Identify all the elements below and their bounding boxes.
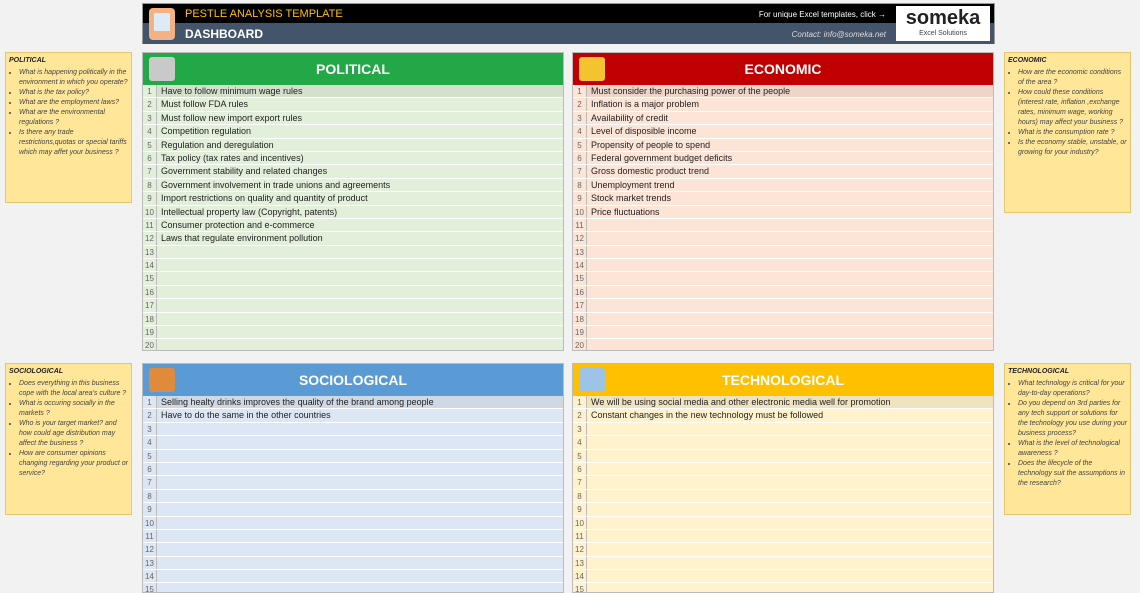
row-number: 12 xyxy=(143,543,157,555)
panel-title: ECONOMIC xyxy=(744,61,822,77)
table-row xyxy=(573,326,993,339)
row-number: 1 xyxy=(573,85,587,97)
table-row xyxy=(143,219,563,232)
row-input-cell[interactable]: Government stability and related changes xyxy=(161,166,328,177)
table-row xyxy=(573,436,993,449)
page-title: DASHBOARD xyxy=(185,27,263,41)
row-number: 9 xyxy=(143,192,157,204)
row-number: 15 xyxy=(573,272,587,284)
table-row xyxy=(143,423,563,436)
note-question: • What is occuring socially in the markets ? xyxy=(19,399,128,419)
table-row xyxy=(573,530,993,543)
table-row xyxy=(573,396,993,409)
row-number: 2 xyxy=(143,98,157,110)
note-question: • Does everything in this business cope with the local area's culture ? xyxy=(19,379,128,399)
row-input-cell[interactable] xyxy=(587,423,993,435)
note-title: ECONOMIC xyxy=(1008,57,1047,64)
monitor-icon xyxy=(579,368,605,392)
row-number: 1 xyxy=(573,396,587,408)
table-row xyxy=(143,165,563,178)
note-question: • How are the economic conditions of the area ? xyxy=(1018,68,1127,88)
row-input-cell[interactable]: Must follow new import export rules xyxy=(161,112,303,123)
row-input-cell[interactable] xyxy=(587,232,993,244)
row-number: 3 xyxy=(573,112,587,124)
table-row xyxy=(143,313,563,326)
table-row xyxy=(573,503,993,516)
panel-economic xyxy=(572,52,994,351)
row-input-cell[interactable] xyxy=(157,436,563,448)
contact-link[interactable]: Contact: info@someka.net xyxy=(791,30,886,39)
table-row xyxy=(143,232,563,245)
note-question: • What are the environmental regulations ? xyxy=(19,108,128,128)
row-input-cell[interactable] xyxy=(587,463,993,475)
table-row xyxy=(573,409,993,422)
row-number: 13 xyxy=(573,557,587,569)
row-number: 12 xyxy=(573,232,587,244)
table-row xyxy=(143,152,563,165)
row-input-cell[interactable] xyxy=(587,272,993,284)
row-number: 15 xyxy=(573,583,587,593)
table-row xyxy=(573,463,993,476)
row-input-cell[interactable] xyxy=(157,259,563,271)
row-number: 18 xyxy=(573,313,587,325)
note-question: • Is the economy stable, unstable, or growing for your industry? xyxy=(1018,138,1127,158)
row-number: 2 xyxy=(573,409,587,421)
row-input-cell[interactable]: Stock market trends xyxy=(591,193,672,204)
note-question: • What technology is critical for your day-to-day operations? xyxy=(1018,379,1127,399)
row-number: 11 xyxy=(573,219,587,231)
note-political xyxy=(5,52,132,203)
row-number: 5 xyxy=(573,139,587,151)
row-number: 18 xyxy=(143,313,157,325)
table-row xyxy=(143,98,563,111)
row-number: 3 xyxy=(143,112,157,124)
note-question: • What is the tax policy? xyxy=(19,88,128,98)
note-title: TECHNOLOGICAL xyxy=(1008,368,1070,375)
note-question: • Do you depend on 3rd parties for any tech support or solutions for the technology you use during your business process? xyxy=(1018,399,1127,439)
row-number: 5 xyxy=(143,450,157,462)
row-number: 13 xyxy=(573,246,587,258)
table-row xyxy=(573,476,993,489)
row-input-cell[interactable] xyxy=(157,423,563,435)
row-number: 10 xyxy=(573,517,587,529)
row-number: 6 xyxy=(573,152,587,164)
row-input-cell[interactable] xyxy=(157,272,563,284)
row-input-cell[interactable] xyxy=(587,490,993,502)
row-input-cell[interactable] xyxy=(157,450,563,462)
row-input-cell[interactable] xyxy=(587,530,993,542)
row-number: 20 xyxy=(573,339,587,351)
people-icon xyxy=(149,368,175,392)
row-input-cell[interactable] xyxy=(157,463,563,475)
table-row xyxy=(573,232,993,245)
row-number: 4 xyxy=(573,436,587,448)
panel-title: TECHNOLOGICAL xyxy=(721,372,845,388)
promo-link[interactable]: For unique Excel templates, click → xyxy=(758,10,886,19)
table-row xyxy=(143,179,563,192)
brand-name: someka xyxy=(905,7,981,29)
header-banner xyxy=(142,3,995,44)
row-number: 12 xyxy=(573,543,587,555)
row-number: 17 xyxy=(573,299,587,311)
app-title: PESTLE ANALYSIS TEMPLATE xyxy=(185,8,343,20)
table-row xyxy=(143,557,563,570)
row-input-cell[interactable]: Must follow FDA rules xyxy=(161,99,249,110)
row-input-cell[interactable] xyxy=(587,517,993,529)
table-row xyxy=(573,139,993,152)
table-row xyxy=(143,530,563,543)
table-row xyxy=(573,423,993,436)
brand-subtitle: Excel Solutions xyxy=(919,30,967,37)
row-input-cell[interactable]: Competition regulation xyxy=(161,126,252,137)
capitol-icon xyxy=(149,57,175,81)
row-number: 4 xyxy=(143,125,157,137)
table-row xyxy=(143,450,563,463)
panel-header xyxy=(573,364,993,396)
table-row xyxy=(573,125,993,138)
table-row xyxy=(573,313,993,326)
row-number: 10 xyxy=(573,206,587,218)
row-number: 11 xyxy=(573,530,587,542)
row-input-cell[interactable] xyxy=(587,570,993,582)
table-row xyxy=(573,112,993,125)
row-number: 4 xyxy=(143,436,157,448)
row-input-cell[interactable] xyxy=(587,557,993,569)
note-question: • How could these conditions (interest rate, inflation ,exchange rates, minimum wage, working hours) may affect your business ? xyxy=(1018,88,1127,128)
note-question: • How are consumer opinions changing regarding your product or service? xyxy=(19,449,128,479)
row-number: 19 xyxy=(573,326,587,338)
row-input-cell[interactable] xyxy=(157,246,563,258)
row-input-cell[interactable] xyxy=(157,490,563,502)
note-question: • What is happening politically in the environment in which you operate? xyxy=(19,68,128,88)
table-row xyxy=(573,165,993,178)
table-row xyxy=(573,85,993,98)
panel-political xyxy=(142,52,564,351)
note-title: POLITICAL xyxy=(9,57,46,64)
row-input-cell[interactable]: Selling healty drinks improves the quality of the brand among people xyxy=(157,396,563,408)
row-input-cell[interactable]: Unemployment trend xyxy=(591,179,675,190)
row-number: 16 xyxy=(143,286,157,298)
row-number: 1 xyxy=(143,85,157,97)
note-economic xyxy=(1004,52,1131,213)
row-input-cell[interactable]: Federal government budget deficits xyxy=(591,152,733,163)
panel-header xyxy=(143,364,563,396)
row-input-cell[interactable] xyxy=(157,326,563,338)
table-row xyxy=(143,490,563,503)
row-input-cell[interactable]: Have to follow minimum wage rules xyxy=(157,85,563,97)
table-row xyxy=(573,557,993,570)
panel-title: POLITICAL xyxy=(316,61,390,77)
row-input-cell[interactable] xyxy=(587,219,993,231)
table-row xyxy=(573,299,993,312)
table-row xyxy=(143,543,563,556)
table-row xyxy=(573,246,993,259)
row-input-cell[interactable]: Tax policy (tax rates and incentives) xyxy=(161,152,304,163)
row-number: 2 xyxy=(573,98,587,110)
note-technological xyxy=(1004,363,1131,515)
table-row xyxy=(573,272,993,285)
panel-technological xyxy=(572,363,994,593)
table-row xyxy=(143,503,563,516)
table-row xyxy=(143,125,563,138)
row-input-cell[interactable]: Intellectual property law (Copyright, patents) xyxy=(161,206,338,217)
table-row xyxy=(143,326,563,339)
table-row xyxy=(143,112,563,125)
row-input-cell[interactable] xyxy=(157,299,563,311)
table-row xyxy=(573,517,993,530)
row-number: 11 xyxy=(143,219,157,231)
row-number: 7 xyxy=(143,165,157,177)
row-input-cell[interactable]: Constant changes in the new technology must be followed xyxy=(591,410,824,421)
row-number: 5 xyxy=(573,450,587,462)
table-row xyxy=(573,339,993,351)
table-row xyxy=(143,272,563,285)
table-row xyxy=(143,192,563,205)
row-input-cell[interactable] xyxy=(587,299,993,311)
table-row xyxy=(143,299,563,312)
row-number: 8 xyxy=(143,490,157,502)
row-number: 13 xyxy=(143,246,157,258)
row-input-cell[interactable] xyxy=(587,313,993,325)
row-input-cell[interactable]: Availability of credit xyxy=(591,112,668,123)
row-number: 16 xyxy=(573,286,587,298)
table-row xyxy=(573,570,993,583)
table-row xyxy=(573,543,993,556)
row-input-cell[interactable]: Government involvement in trade unions and agreements xyxy=(161,179,391,190)
row-input-cell[interactable]: Must consider the purchasing power of the people xyxy=(587,85,993,97)
row-number: 17 xyxy=(143,299,157,311)
row-input-cell[interactable]: Propensity of people to spend xyxy=(591,139,711,150)
row-input-cell[interactable]: Level of disposible income xyxy=(591,126,697,137)
table-row xyxy=(573,179,993,192)
note-sociological xyxy=(5,363,132,515)
table-row xyxy=(143,259,563,272)
row-input-cell[interactable]: We will be using social media and other electronic media well for promotion xyxy=(587,396,993,408)
note-question: • What is the level of technological awareness ? xyxy=(1018,439,1127,459)
row-number: 7 xyxy=(573,165,587,177)
table-row xyxy=(143,139,563,152)
table-row xyxy=(143,396,563,409)
row-number: 7 xyxy=(143,476,157,488)
row-number: 13 xyxy=(143,557,157,569)
row-number: 3 xyxy=(573,423,587,435)
row-input-cell[interactable]: Consumer protection and e-commerce xyxy=(161,219,315,230)
row-input-cell[interactable] xyxy=(157,503,563,515)
row-input-cell[interactable] xyxy=(587,543,993,555)
row-number: 7 xyxy=(573,476,587,488)
row-number: 9 xyxy=(573,503,587,515)
table-row xyxy=(143,476,563,489)
row-input-cell[interactable] xyxy=(587,259,993,271)
table-row xyxy=(143,246,563,259)
table-row xyxy=(143,409,563,422)
row-number: 19 xyxy=(143,326,157,338)
row-number: 20 xyxy=(143,339,157,351)
panel-title: SOCIOLOGICAL xyxy=(298,372,408,388)
row-number: 6 xyxy=(143,463,157,475)
row-number: 12 xyxy=(143,232,157,244)
table-row xyxy=(573,98,993,111)
row-input-cell[interactable] xyxy=(157,530,563,542)
row-number: 14 xyxy=(573,570,587,582)
table-row xyxy=(573,450,993,463)
row-input-cell[interactable]: Inflation is a major problem xyxy=(591,99,700,110)
table-row xyxy=(143,206,563,219)
row-number: 11 xyxy=(143,530,157,542)
table-row xyxy=(143,463,563,476)
someka-logo[interactable] xyxy=(896,6,990,41)
note-question: • Does the lifecycle of the technology suit the assumptions in the research? xyxy=(1018,459,1127,489)
row-input-cell[interactable] xyxy=(157,517,563,529)
row-input-cell[interactable]: Have to do the same in the other countries xyxy=(161,410,331,421)
row-input-cell[interactable] xyxy=(157,543,563,555)
table-row xyxy=(573,286,993,299)
row-input-cell[interactable]: Price fluctuations xyxy=(591,206,660,217)
table-row xyxy=(573,192,993,205)
row-input-cell[interactable] xyxy=(157,313,563,325)
row-number: 5 xyxy=(143,139,157,151)
table-row xyxy=(573,152,993,165)
row-number: 14 xyxy=(573,259,587,271)
row-number: 15 xyxy=(143,583,157,593)
row-number: 10 xyxy=(143,206,157,218)
row-number: 14 xyxy=(143,570,157,582)
note-question: • What is the consumption rate ? xyxy=(1018,128,1127,138)
template-logo-icon xyxy=(149,8,175,40)
row-number: 9 xyxy=(573,192,587,204)
row-number: 15 xyxy=(143,272,157,284)
table-row xyxy=(573,259,993,272)
table-row xyxy=(143,517,563,530)
row-input-cell[interactable]: Gross domestic product trend xyxy=(591,166,710,177)
row-number: 2 xyxy=(143,409,157,421)
row-number: 9 xyxy=(143,503,157,515)
row-input-cell[interactable] xyxy=(157,570,563,582)
row-input-cell[interactable]: Regulation and deregulation xyxy=(161,139,274,150)
table-row xyxy=(143,286,563,299)
row-number: 14 xyxy=(143,259,157,271)
row-number: 8 xyxy=(573,179,587,191)
row-input-cell[interactable] xyxy=(587,326,993,338)
panel-sociological xyxy=(142,363,564,593)
row-number: 1 xyxy=(143,396,157,408)
row-input-cell[interactable] xyxy=(157,339,563,351)
row-number: 10 xyxy=(143,517,157,529)
table-row xyxy=(143,570,563,583)
row-input-cell[interactable] xyxy=(587,246,993,258)
table-row xyxy=(143,436,563,449)
note-question: • Is there any trade restrictions,quotas or special tariffs which may affet your business ? xyxy=(19,128,128,158)
row-input-cell[interactable] xyxy=(587,286,993,298)
row-number: 6 xyxy=(143,152,157,164)
row-input-cell[interactable] xyxy=(587,450,993,462)
table-row xyxy=(143,339,563,351)
note-question: • What are the employment laws? xyxy=(19,98,128,108)
note-question: • Who is your target market? and how could age distribution may affect the business ? xyxy=(19,419,128,449)
row-number: 3 xyxy=(143,423,157,435)
row-number: 4 xyxy=(573,125,587,137)
row-input-cell[interactable]: Import restrictions on quality and quantity of product xyxy=(161,193,368,204)
row-input-cell[interactable] xyxy=(587,339,993,351)
row-input-cell[interactable] xyxy=(157,557,563,569)
coins-icon xyxy=(579,57,605,81)
row-input-cell[interactable] xyxy=(587,503,993,515)
row-number: 6 xyxy=(573,463,587,475)
row-input-cell[interactable] xyxy=(587,476,993,488)
note-title: SOCIOLOGICAL xyxy=(9,368,64,375)
table-row xyxy=(143,85,563,98)
table-row xyxy=(573,490,993,503)
row-input-cell[interactable] xyxy=(157,286,563,298)
panel-header xyxy=(143,53,563,85)
table-row xyxy=(573,206,993,219)
row-input-cell[interactable] xyxy=(587,436,993,448)
panel-header xyxy=(573,53,993,85)
table-row xyxy=(573,219,993,232)
row-input-cell[interactable] xyxy=(157,476,563,488)
row-number: 8 xyxy=(573,490,587,502)
row-number: 8 xyxy=(143,179,157,191)
row-input-cell[interactable]: Laws that regulate environment pollution xyxy=(161,233,323,244)
